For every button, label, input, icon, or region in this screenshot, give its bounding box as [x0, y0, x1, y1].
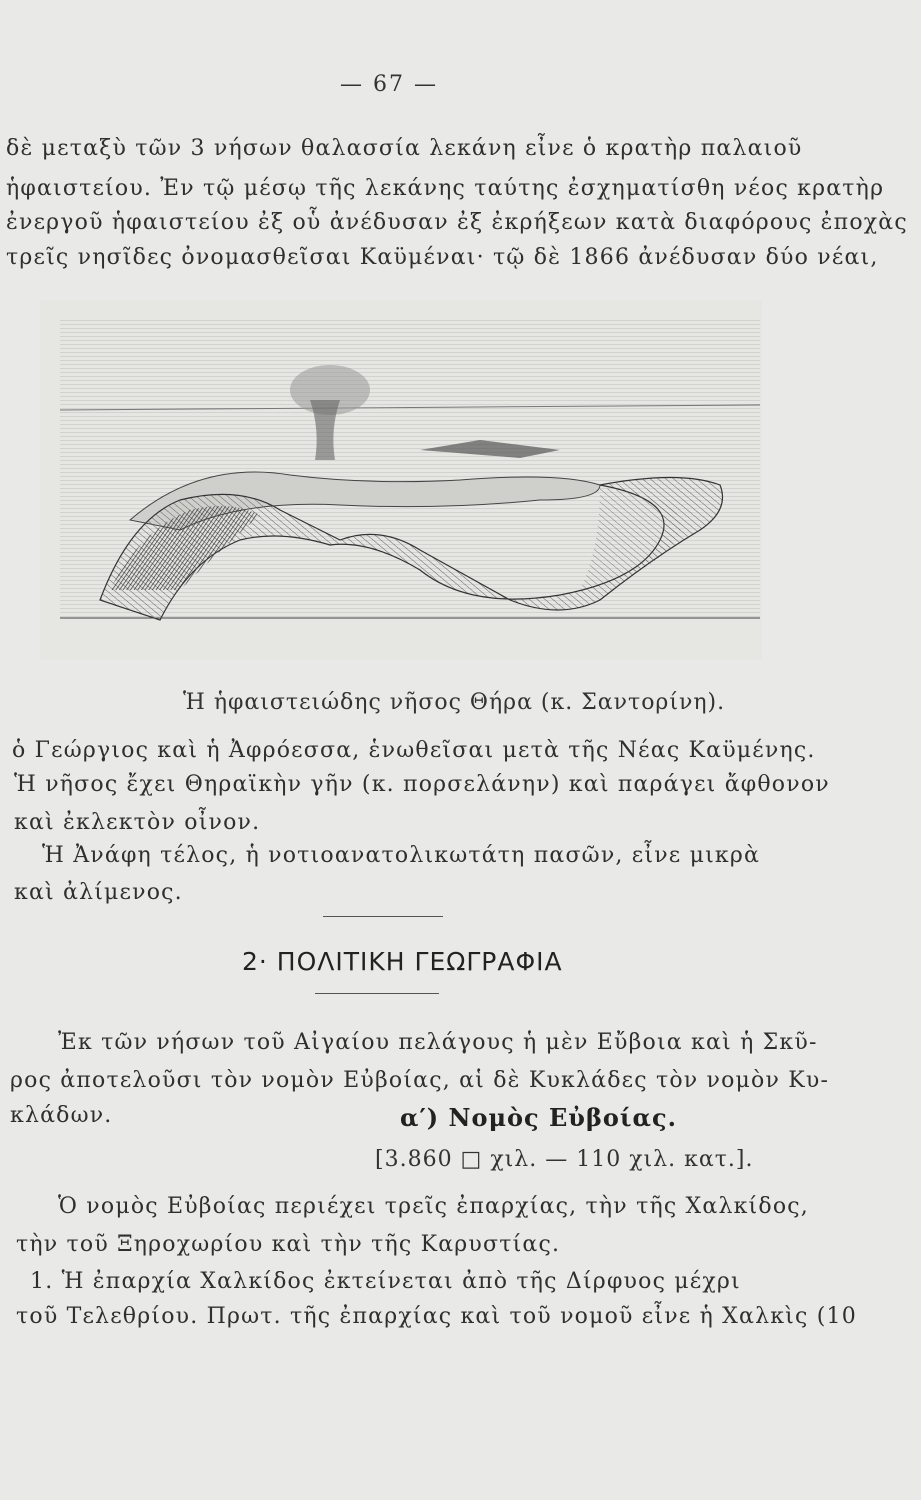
text-line: ἐνεργοῦ ἡφαιστείου ἐξ οὗ ἀνέδυσαν ἐξ ἐκρήξεων κατὰ διαφόρους ἐποχὰς — [6, 210, 908, 235]
subsection-heading: α′) Νομὸς Εὐβοίας. — [400, 1103, 677, 1132]
text-line: τοῦ Τελεθρίου. Πρωτ. τῆς ἐπαρχίας καὶ τοῦ νομοῦ εἶνε ἡ Χαλκὶς (10 — [16, 1304, 857, 1329]
divider-rule — [323, 916, 443, 917]
text-line: ρος ἀποτελοῦσι τὸν νομὸν Εὐβοίας, αἱ δὲ Κυκλάδες τὸν νομὸν Κυ- — [10, 1068, 830, 1093]
text-line: Ἡ Ἀνάφη τέλος, ἡ νοτιοανατολικωτάτη πασῶν, εἶνε μικρὰ — [42, 843, 761, 868]
text-line: Ἐκ τῶν νήσων τοῦ Αἰγαίου πελάγους ἡ μὲν Εὔβοια καὶ ἡ Σκῦ- — [58, 1030, 818, 1055]
santorini-illustration — [40, 300, 762, 660]
page-number: — 67 — — [340, 72, 438, 97]
text-line: Ἡ νῆσος ἔχει Θηραϊκὴν γῆν (κ. πορσελάνην) καὶ παράγει ἄφθονον — [14, 772, 830, 797]
illustration-caption: Ἡ ἡφαιστειώδης νῆσος Θήρα (κ. Σαντορίνη). — [183, 690, 726, 715]
text-line: καὶ ἀλίμενος. — [14, 880, 183, 905]
text-line: καὶ ἐκλεκτὸν οἶνον. — [14, 810, 261, 835]
text-line: 1. Ἡ ἐπαρχία Χαλκίδος ἐκτείνεται ἀπὸ τῆς Δίρφυος μέχρι — [30, 1269, 741, 1294]
text-line: δὲ μεταξὺ τῶν 3 νήσων θαλασσία λεκάνη εἶνε ὁ κρατὴρ παλαιοῦ — [6, 136, 803, 161]
text-line: τρεῖς νησῖδες ὀνομασθεῖσαι Καϋμέναι· τῷ δὲ 1866 ἀνέδυσαν δύο νέαι, — [6, 245, 879, 270]
text-line: ἡφαιστείου. Ἐν τῷ μέσῳ τῆς λεκάνης ταύτης ἐσχηματίσθη νέος κρατὴρ — [6, 176, 885, 201]
subsection-stats: [3.860 □ χιλ. — 110 χιλ. κατ.]. — [375, 1147, 754, 1172]
text-line: κλάδων. — [10, 1103, 113, 1128]
divider-rule — [315, 993, 439, 994]
text-line: τὴν τοῦ Ξηροχωρίου καὶ τὴν τῆς Καρυστίας. — [16, 1232, 561, 1257]
text-line: Ὁ νομὸς Εὐβοίας περιέχει τρεῖς ἐπαρχίας, τὴν τῆς Χαλκίδος, — [58, 1194, 809, 1219]
text-line: ὁ Γεώργιος καὶ ἡ Ἀφρόεσσα, ἑνωθεῖσαι μετὰ τῆς Νέας Καϋμένης. — [12, 738, 816, 763]
section-heading: 2· ΠΟΛΙΤΙΚΗ ΓΕΩΓΡΑΦΙΑ — [242, 947, 563, 976]
